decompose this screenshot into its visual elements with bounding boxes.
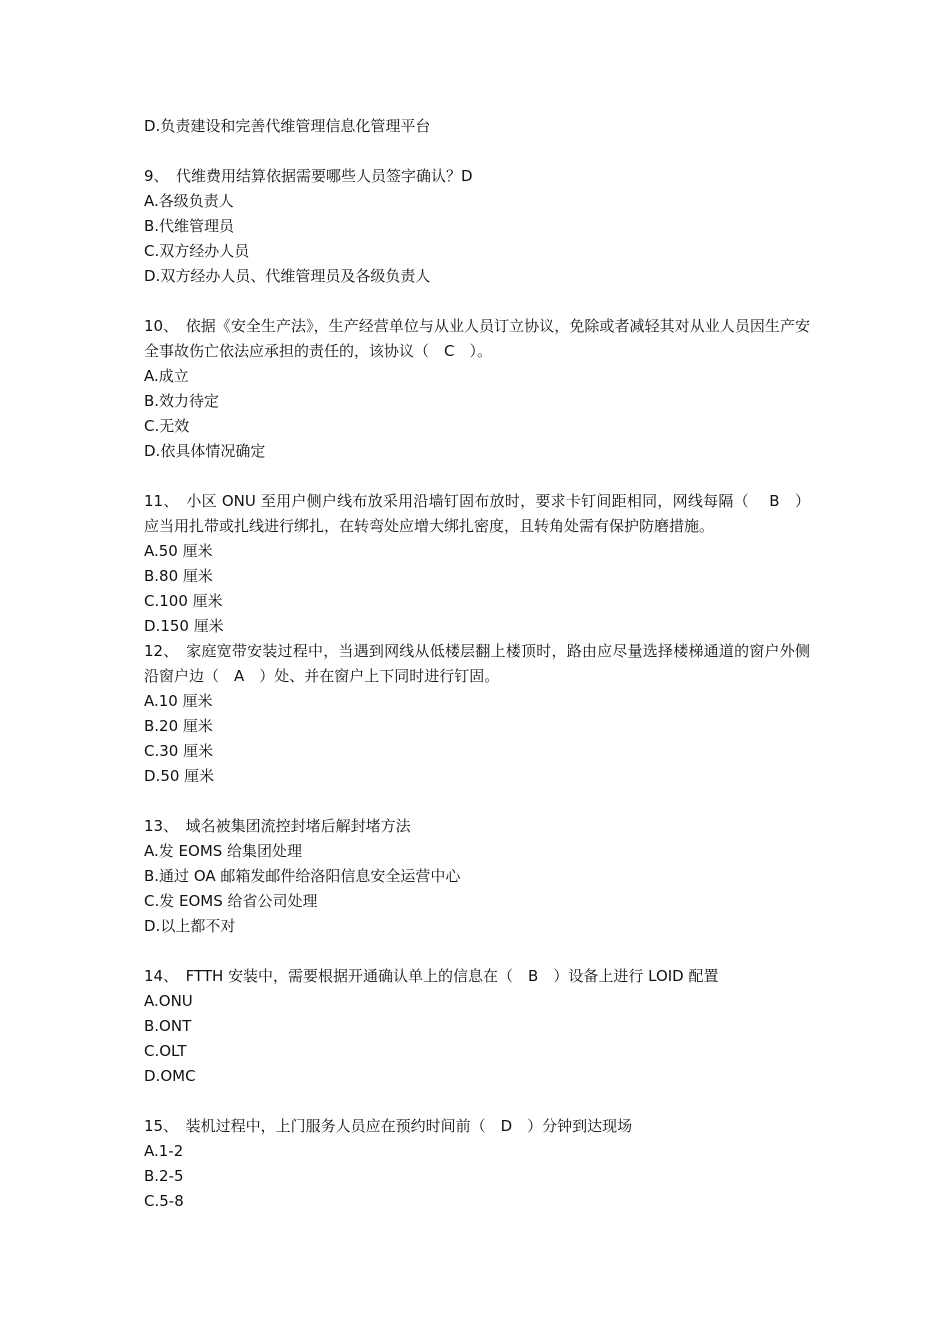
option-text: C.30 厘米: [144, 742, 214, 760]
spacer: [144, 789, 810, 814]
option-text: D.依具体情况确定: [144, 442, 266, 460]
question-text: 9、 代维费用结算依据需要哪些人员签字确认？D: [144, 167, 473, 185]
option-text: A.1-2: [144, 1142, 184, 1160]
option-text: B.效力待定: [144, 392, 220, 410]
spacer: [144, 1089, 810, 1114]
question-text: 15、 装机过程中，上门服务人员应在预约时间前（ D ）分钟到达现场: [144, 1117, 633, 1135]
option-text: A.ONU: [144, 992, 193, 1010]
option-text: C.双方经办人员: [144, 242, 250, 260]
option-text: B.20 厘米: [144, 717, 213, 735]
spacer: [144, 139, 810, 164]
question-text: 12、 家庭宽带安装过程中，当遇到网线从低楼层翻上楼顶时，路由应尽量选择楼梯通道的窗户外侧沿窗户边（ A ）处、并在窗户上下同时进行钉固。: [144, 642, 810, 685]
option-text: C.无效: [144, 417, 190, 435]
option-text: A.各级负责人: [144, 192, 234, 210]
option-text: A.成立: [144, 367, 189, 385]
option-text: B.ONT: [144, 1017, 192, 1035]
option-text: C.发 EOMS 给省公司处理: [144, 892, 318, 910]
option-text: B.代维管理员: [144, 217, 235, 235]
option-text: B.80 厘米: [144, 567, 213, 585]
option-text: A.10 厘米: [144, 692, 213, 710]
spacer: [144, 289, 810, 314]
option-text: B.通过 OA 邮箱发邮件给洛阳信息安全运营中心: [144, 867, 461, 885]
question-text: 14、 FTTH 安装中，需要根据开通确认单上的信息在（ B ）设备上进行 LOID 配置: [144, 967, 719, 985]
option-text: D.以上都不对: [144, 917, 236, 935]
option-text: D.50 厘米: [144, 767, 215, 785]
spacer: [144, 464, 810, 489]
question-text: 11、 小区 ONU 至用户侧户线布放采用沿墙钉固布放时，要求卡钉间距相同，网线每隔（ B ）应当用扎带或扎线进行绑扎，在转弯处应增大绑扎密度，且转角处需有保护防磨措施。: [144, 492, 810, 535]
spacer: [144, 939, 810, 964]
option-text: D.150 厘米: [144, 617, 224, 635]
option-text: D.双方经办人员、代维管理员及各级负责人: [144, 267, 431, 285]
option-text: D.OMC: [144, 1067, 196, 1085]
option-text: A.发 EOMS 给集团处理: [144, 842, 303, 860]
question-list: [144, 114, 810, 1214]
option-text: C.100 厘米: [144, 592, 223, 610]
option-text: C.OLT: [144, 1042, 187, 1060]
option-text: A.50 厘米: [144, 542, 213, 560]
option-text: C.5-8: [144, 1192, 184, 1210]
option-text: D.负责建设和完善代维管理信息化管理平台: [144, 117, 431, 135]
question-text: 13、 域名被集团流控封堵后解封堵方法: [144, 817, 411, 835]
question-text: 10、 依据《安全生产法》，生产经营单位与从业人员订立协议，免除或者减轻其对从业人员因生产安全事故伤亡依法应承担的责任的，该协议（ C ）。: [144, 317, 810, 360]
option-text: B.2-5: [144, 1167, 184, 1185]
